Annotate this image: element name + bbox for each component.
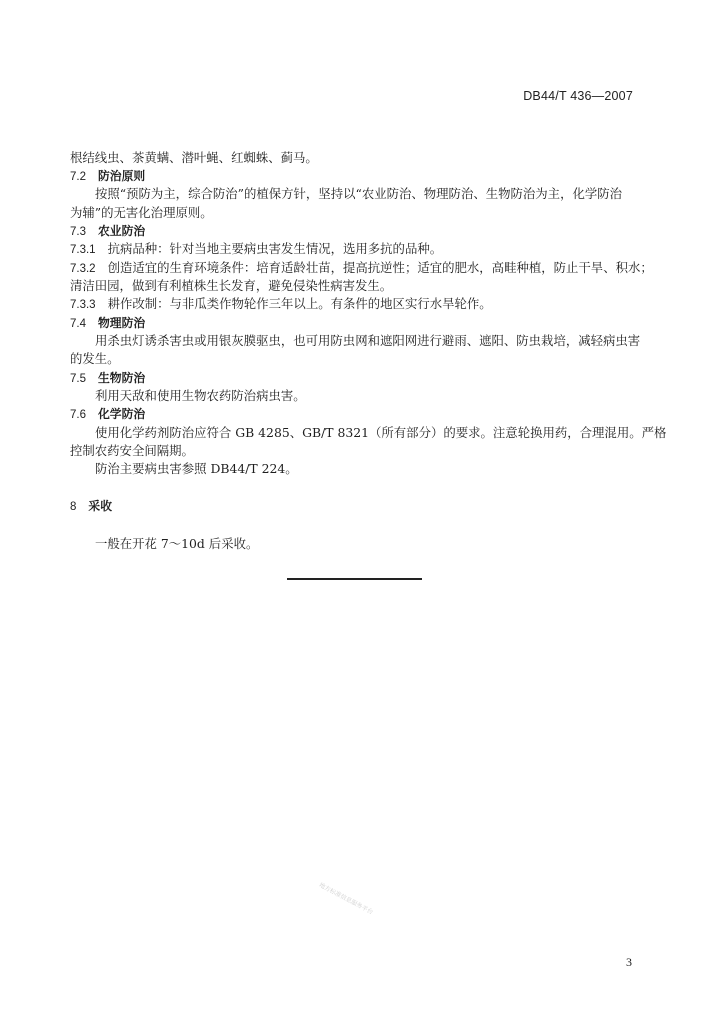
section-7-2-paragraph-line-1: 按照“预防为主，综合防治”的植保方针，坚持以“农业防治、物理防治、生物防治为主，化学防治 (95, 186, 623, 201)
section-7-3-2-text-1: 创造适宜的生育环境条件：培育适龄壮苗，提高抗逆性；适宜的肥水，高畦种植，防止干旱、积水； (107, 260, 653, 275)
section-7-3-2-number: 7.3.2 (70, 263, 96, 275)
section-7-5-heading (70, 370, 145, 387)
section-7-3-2-line-2: 清洁田园，做到有利植株生长发育，避免侵染性病害发生。 (70, 278, 393, 293)
pest-list-line: 根结线虫、茶黄螨、潜叶蝇、红蜘蛛、蓟马。 (70, 150, 318, 165)
end-of-document-rule (287, 578, 422, 580)
faint-watermark: 地方标准信息服务平台 (317, 881, 375, 917)
section-8-title: 采收 (88, 499, 113, 513)
section-8-paragraph: 一般在开花 7～10d 后采收。 (95, 536, 259, 551)
section-7-2-heading (70, 168, 145, 185)
section-7-6-paragraph-line-2: 控制农药安全间隔期。 (70, 443, 194, 458)
section-7-4-paragraph-line-1: 用杀虫灯诱杀害虫或用银灰膜驱虫，也可用防虫网和遮阳网进行避雨、遮阳、防虫栽培，减轻病虫害 (95, 333, 641, 348)
section-7-2-title: 防治原则 (98, 169, 146, 183)
page-number: 3 (626, 955, 632, 969)
section-7-5-number: 7.5 (70, 373, 86, 385)
document-code: DB44/T 436—2007 (523, 89, 633, 103)
section-7-6-number: 7.6 (70, 409, 86, 421)
section-7-3-1-number: 7.3.1 (70, 244, 96, 256)
section-7-3-2-line-1 (70, 260, 653, 277)
section-7-3-1-text: 抗病品种：针对当地主要病虫害发生情况，选用多抗的品种。 (107, 241, 443, 256)
section-7-6-paragraph-line-3: 防治主要病虫害参照 DB44/T 224。 (95, 461, 298, 476)
section-7-6-paragraph-line-1: 使用化学药剂防治应符合 GB 4285、GB/T 8321（所有部分）的要求。注意轮换用药，合理混用。严格 (95, 425, 667, 440)
section-7-3-1-line (70, 241, 442, 258)
section-7-3-number: 7.3 (70, 226, 86, 238)
section-7-6-title: 化学防治 (98, 407, 146, 421)
section-7-4-paragraph-line-2: 的发生。 (70, 351, 120, 366)
section-7-6-heading (70, 406, 145, 423)
section-7-2-paragraph-line-2: 为辅”的无害化治理原则。 (70, 205, 213, 220)
section-7-2-number: 7.2 (70, 171, 86, 183)
section-7-4-heading (70, 315, 145, 332)
section-8-number: 8 (70, 501, 77, 513)
section-8-heading (70, 498, 112, 515)
section-7-3-title: 农业防治 (98, 224, 146, 238)
section-7-3-heading (70, 223, 145, 240)
section-7-4-number: 7.4 (70, 318, 86, 330)
section-7-3-3-line (70, 296, 492, 313)
section-7-5-paragraph: 利用天敌和使用生物农药防治病虫害。 (95, 388, 306, 403)
section-7-4-title: 物理防治 (98, 316, 146, 330)
section-7-5-title: 生物防治 (98, 371, 146, 385)
section-7-3-3-text: 耕作改制：与非瓜类作物轮作三年以上。有条件的地区实行水旱轮作。 (107, 296, 492, 311)
section-7-3-3-number: 7.3.3 (70, 299, 96, 311)
